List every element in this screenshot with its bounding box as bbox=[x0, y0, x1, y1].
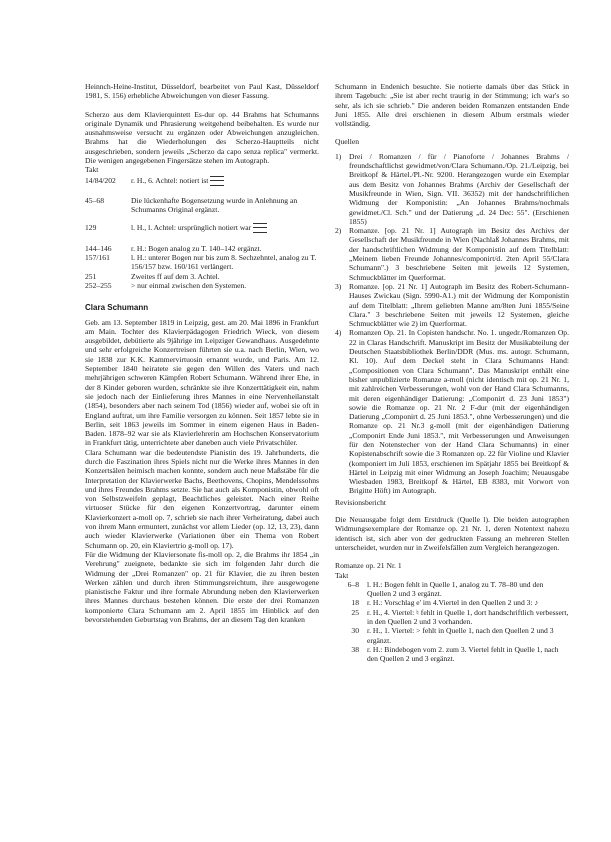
revision-row: 18 r. H.: Vorschlag e' im 4.Viertel in den Quellen 2 und 3: ♪ bbox=[351, 598, 539, 608]
source-item: 4) Romanzen Op. 21. In Copisten handschr. No. 1. ungedr./Romanzen Op. 22 in Claras Handschrift. Manuskript im Besitz der Musikabteilung der Deutschen Staatsbibliothek Berlin/DDR (Mus. ms. autogr. Schumann, Kl. 10). Auf dem Deckel steht in Clara Schumanns Hand: „Compositionen von Clara Schumann". Das Manuskript enthält eine bisher unpublizierte Romanze a-moll (nicht identisch mit op. 21 Nr. 1, mit zahlreichen Verbesserungen, wohl von der Hand Clara Schumanns, mit deren eigenhändiger Datierung: „Componirt d. 23 Juni 1853") sowie die Romanze op. 21 Nr. 2 F-dur (mit der eigenhändigen Datierung „Componirt d. 25 Juni 1853.", ohne Verbesserungen) und die Romanze op. 21 Nr.3 g-moll (mit der eigenhändigen Datierung „Componirt Ende Juni 1853.", mit Verbesserungen und Anweisungen für den Notenstecher von der Hand Clara Schumanns) in einer Kopistenabschrift sowie die 3 Romanzen op. 22 für Violine und Klavier (komponiert im Juli 1853, erschienen im Spätjahr 1855 bei Breitkopf & Härtel in Leipzig mit einer Widmung an Joseph Joachim; Neuausgabe Wiesbaden 1983, Breitkopf & Härtel, EB 8383, mit Vorwort von Brigitte Höft) im Autograph. bbox=[335, 328, 569, 496]
takt-row: 45–68 Die lückenhafte Bogensetzung wurde in Anlehnung an Schumanns Original ergänzt. bbox=[85, 195, 298, 215]
intro-paragraph: Schumann in Endenich besuchte. Sie notierte damals über das Stück in ihrem Tagebuch: „Sie ist aber recht traurig in der Stimmung; ich war's so sehr, als ich sie schrieb." Die anderen beiden Romanzen entstanden Ende Juni 1855. Alle drei erschienen in diesem Album erstmals wieder vollständig. bbox=[335, 82, 569, 129]
takt-row: 14/84/202 r. H., 6. Achtel: notiert ist bbox=[85, 176, 319, 186]
romanze-label: Romanze op. 21 Nr. 1 bbox=[335, 561, 402, 571]
revision-row: 30 r. H., 1. Viertel: > fehlt in Quelle 1, nach den Quellen 2 und 3 ergänzt. bbox=[351, 626, 554, 645]
source-item: 2) Romanze. [op. 21 Nr. 1] Autograph im Besitz des Archivs der Gesellschaft der Musikfreunde in Wien (Nachlaß Johannes Brahms, mit der handschriftlichen Widmung der Komponistin auf dem Titelblatt: „Meinem lieben Freunde Johannes/componirt/d. 2ten April 55/Clara Schumann".) 3 beschriebene Seiten mit jeweils 12 Systemen, Schmuckblätter im Querformat. bbox=[335, 226, 569, 282]
takt-row: 144–146 r. H.: Bogen analog zu T. 140–142 ergänzt. bbox=[85, 243, 262, 253]
takt-label: Takt bbox=[335, 570, 349, 580]
notation-icon bbox=[210, 176, 224, 186]
source-item: 1) Drei / Romanzen / für / Pianoforte / Johannes Brahms / freundschaftlichst gewidmet/von/Clara Schumann./Op. 21./Leipzig, bei Breitkopf & Härtel./Pl.-Nr. 9200. Herangezogen wurde ein Exemplar aus dem Besitz von Johannes Brahms (Archiv der Gesellschaft der Musikfreunde in Wien, Sign. VII. 36352) mit der handschriftlichen Widmung der Komponistin: „An Johannes Brahms/nochmals gewidmet./Cl. Sch." und der Datierung „d. 24 Dec: 55". (Erschienen 1855) bbox=[335, 151, 569, 226]
takt-list bbox=[85, 176, 319, 291]
revision-row: 38 r. H.: Bindebogen vom 2. zum 3. Viertel fehlt in Quelle 1, nach den Quellen 2 und 3 ergänzt. bbox=[351, 644, 559, 664]
revisions-label: Revisionsbericht bbox=[335, 497, 387, 507]
takt-label: Takt bbox=[85, 165, 99, 175]
takt-row: 252–255 > nur einmal zwischen den Systemen. bbox=[85, 280, 247, 290]
bio-paragraph: Clara Schumann war die bedeutendste Pianistin des 19. Jahrhunderts, die durch die Faszination ihres Spiels nicht nur die Werke ihres Mannes in den Konzertsälen heimisch machen konnte, sondern auch neue Maßstäbe für die Interpretation der Klavierwerke Bachs, Beethovens, Chopins, Mendelssohns und ihres Freundes Brahms setzte. Sie hat auch als Komponistin, obwohl oft von Selbstzweifeln geplagt, Beachtliches geleistet. Nach einer Reihe virtuoser Stücke für den eigenen Konzertvortrag, darunter einem Klavierkonzert a-moll op. 7, schrieb sie nach ihrer Verheiratung, dabei auch von ihrem Mann ermuntert, zunächst vor allem Lieder (op. 12, 13, 23), dann auch wieder Klavierwerke (Variationen über ein Thema von Robert Schumann op. 20, ein Klaviertrio g-moll op. 17). bbox=[85, 447, 319, 550]
intro-paragraph: Heinnch-Heine-Institut, Düsseldorf, bearbeitet von Paul Kast, Düsseldorf 1981, S. 156) erhebliche Abweichungen von dieser Fassung. bbox=[85, 82, 319, 101]
source-item: 3) Romanze. [op. 21 Nr. 1] Autograph im Besitz des Robert-Schumann-Hauses Zwickau (Sign. 5990-A1.) mit der Widmung der Komponistin auf dem Titelblatt: „Ihrem geliebten Manne am/8ten Juni 1855/Seine Clara." 3 beschriebene Seiten mit jeweils 12 Systemen, gleiche Schmuckblätter wie 2) im Querformat. bbox=[335, 281, 569, 329]
quellen-label: Quellen bbox=[335, 137, 360, 147]
revision-row: 6–8 l. H.: Bogen fehlt in Quelle 1, analog zu T. 78–80 und den Quellen 2 und 3 ergänzt. bbox=[347, 579, 544, 599]
scherzo-paragraph: Scherzo aus dem Klavierquintett Es-dur op. 44 Brahms hat Schumanns originale Dynamik und Phrasierung weitgehend beibehalten. Es wurde nur ausnahmsweise versucht zu ergänzen oder Abweichungen anzugleichen. Brahms hat die Wiederholungen des Scherzo-Hauptteils nicht ausgeschrieben, sondern jeweils „Scherzo da capo senza replica" vermerkt. Die wenigen angegebenen Fingersätze stehen im Autograph. bbox=[85, 109, 319, 166]
notation-icon bbox=[253, 223, 267, 233]
revision-row: 25 r. H., 4. Viertel: ♮ fehlt in Quelle 1, dort handschriftlich verbessert, in den Quellen 2 und 3 vorhanden. bbox=[351, 607, 569, 627]
left-column bbox=[85, 82, 319, 624]
revisions-paragraph: Die Neuausgabe folgt dem Erstdruck (Quelle l). Die beiden autographen Widmungsexemplare der Romanze op. 21 Nr. 1, deren Notentext nahezu identisch ist, sich aber von der gedruckten Fassung an mehreren Stellen unterscheidet, wurden nur in Zweifelsfällen zum Vergleich herangezogen. bbox=[335, 515, 569, 552]
bio-paragraph: Geb. am 13. September 1819 in Leipzig, gest. am 20. Mai 1896 in Frankfurt am Main. Tochter des Klavierpädagogen Friedrich Wieck, von diesem ausgebildet, debütierte als 9jährige im Leipziger Gewandhaus. Ausgedehnte und sehr erfolgreiche Konzertreisen führten sie u.a. nach Berlin, Wien, wo sie 1838 zur K.K. Kammervirtuosin ernannt wurde, und Paris. Am 12. September 1840 heiratete sie gegen den Willen des Vaters und nach mehrjährigen schweren Kämpfen Robert Schumann. Während ihrer Ehe, in der 8 Kinder geboren wurden, schränkte sie ihre Konzerttätigkeit ein, nahm sie jedoch nach der Einlieferung ihres Mannes in eine Nervenheilanstalt (1854), besonders aber nach seinem Tod (1856) wieder auf, wobei sie oft in England auftrat, um ihre Familie versorgen zu können. Seit 1857 lebte sie in Berlin, seit 1863 jeweils im Sommer in einem eigenen Haus in Baden-Baden. 1878–92 war sie als Klavierlehrerin am Hochschen Konservatorium in Frankfurt tätig, unterrichtete aber daneben auch viele Privatschüler. bbox=[85, 317, 319, 448]
bio-paragraph: Für die Widmung der Klaviersonate fis-moll op. 2, die Brahms ihr 1854 „in Verehrung" zueignete, bedankte sie sich im folgenden Jahr durch die Widmung der „Drei Romanzen" op. 21 für Klavier, die zu ihren besten Werken zählen und durch ihren Stimmungsreichtum, ihre ausgewogene pianistische Faktur und ihre formale Abrundung neben den Klavierwerken ihres Mannes durchaus bestehen können. Die erste der drei Romanzen komponierte Clara Schumann am 2. April 1855 im Hinblick auf den bevorstehenden Geburtstag von Brahms, der an diesem Tag den kranken bbox=[85, 549, 319, 625]
takt-row: 157/161 l. H.: unterer Bogen nur bis zum 8. Sechzehntel, analog zu T. 156/157 bzw. 160/161 verlängert. bbox=[85, 253, 317, 272]
right-column bbox=[335, 82, 569, 664]
section-heading: Clara Schumann bbox=[85, 303, 149, 313]
takt-row: 129 l. H., l. Achtel: ursprünglich notiert war bbox=[85, 223, 319, 233]
takt-row: 251 Zweites ff auf dem 3. Achtel. bbox=[85, 271, 220, 281]
